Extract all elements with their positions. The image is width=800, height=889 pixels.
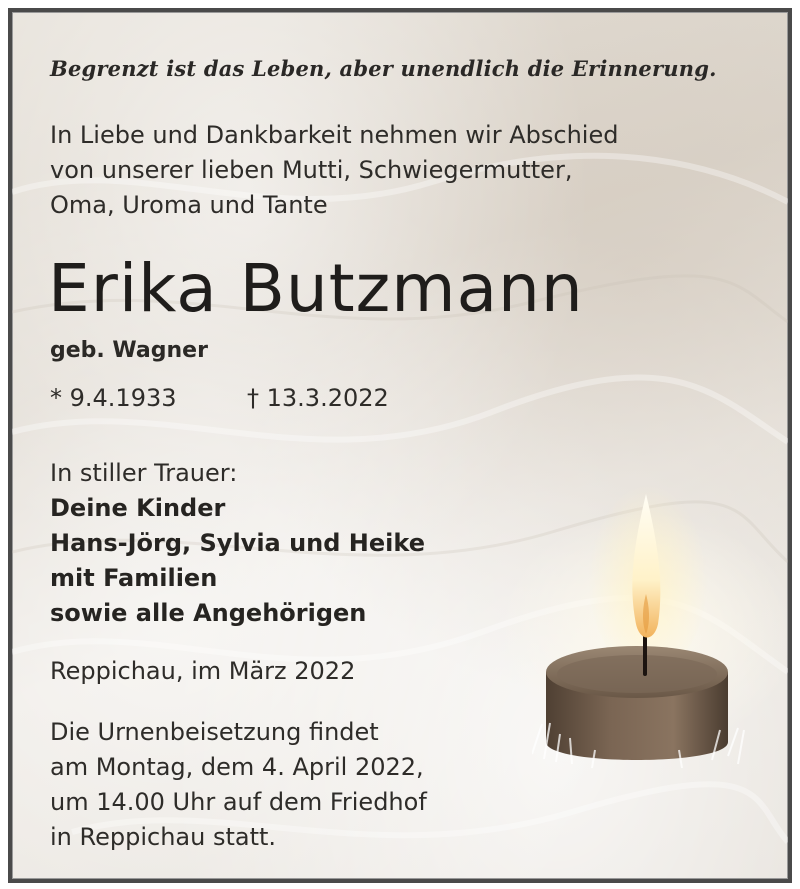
candle-icon xyxy=(532,474,752,774)
intro-line: von unserer lieben Mutti, Schwiegermutter, xyxy=(50,156,573,184)
urn-burial-notice xyxy=(50,715,427,855)
mourners-list xyxy=(50,491,425,631)
urn-line: um 14.00 Uhr auf dem Friedhof xyxy=(50,788,427,816)
mourner-line: Deine Kinder xyxy=(50,494,226,522)
death-date: † 13.3.2022 xyxy=(247,384,389,412)
mourner-line: sowie alle Angehörigen xyxy=(50,599,367,627)
intro-line: In Liebe und Dankbarkeit nehmen wir Abschied xyxy=(50,121,619,149)
mourning-label: In stiller Trauer: xyxy=(50,459,238,487)
urn-line: in Reppichau statt. xyxy=(50,823,277,851)
urn-line: am Montag, dem 4. April 2022, xyxy=(50,753,424,781)
urn-line: Die Urnenbeisetzung findet xyxy=(50,718,379,746)
birth-date: * 9.4.1933 xyxy=(50,384,177,412)
deceased-name: Erika Butzmann xyxy=(48,250,584,327)
life-dates xyxy=(50,384,389,412)
motto: Begrenzt ist das Leben, aber unendlich die Erinnerung. xyxy=(50,56,717,81)
intro-text xyxy=(50,118,730,223)
maiden-name: geb. Wagner xyxy=(50,338,208,363)
mourner-line: mit Familien xyxy=(50,564,218,592)
place-date: Reppichau, im März 2022 xyxy=(50,657,356,685)
obituary-card xyxy=(8,8,792,883)
intro-line: Oma, Uroma und Tante xyxy=(50,191,328,219)
mourner-line: Hans-Jörg, Sylvia und Heike xyxy=(50,529,425,557)
